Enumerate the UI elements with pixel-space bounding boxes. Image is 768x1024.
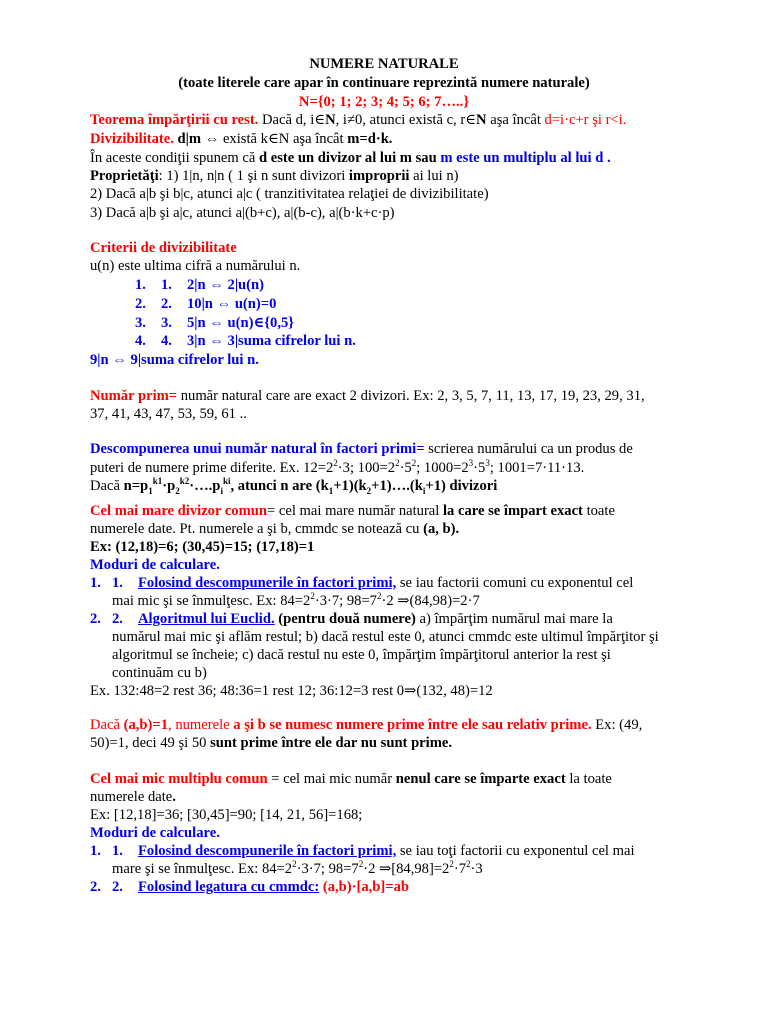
theorem-formula: d=i·c+r şi r<i. bbox=[544, 112, 627, 128]
text: Dacă bbox=[90, 717, 124, 733]
text: 2|u(n) bbox=[223, 277, 264, 293]
criteria-item bbox=[135, 295, 276, 313]
def: d|m bbox=[173, 131, 205, 147]
text: În aceste condiţii spunem că bbox=[90, 150, 259, 166]
text: numerele date. Pt. numerele a şi b, cmmdc se notează cu bbox=[90, 521, 424, 537]
text: u(n)=0 bbox=[231, 296, 277, 312]
text: : 1) 1|n, n|n ( 1 şi n sunt divizori bbox=[158, 168, 349, 184]
iff-symbol: ⇔ bbox=[112, 352, 127, 368]
num: 3. bbox=[135, 315, 146, 331]
text: +1)(k bbox=[333, 478, 367, 494]
properties-line-1 bbox=[90, 167, 459, 185]
idx: 2 bbox=[366, 485, 372, 496]
exp: 2 bbox=[333, 458, 338, 468]
text: aşa încât bbox=[486, 112, 545, 128]
sym: ∈ bbox=[253, 315, 265, 331]
text: numerele date bbox=[90, 789, 173, 805]
text: ; 1000=2 bbox=[416, 460, 469, 476]
text: Algoritmul lui Euclid. bbox=[138, 611, 275, 627]
theorem-text: Dacă d, i bbox=[258, 112, 315, 128]
text: ·3·7; 98=7 bbox=[314, 593, 377, 609]
text: +1) divizori bbox=[425, 478, 498, 494]
text: (132, 48)=12 bbox=[416, 683, 493, 699]
idx: 1 bbox=[148, 485, 153, 496]
text: sunt prime între ele dar nu sunt prime. bbox=[210, 735, 452, 751]
iff-symbol: ⇔ bbox=[204, 131, 220, 147]
properties-line-2: 2) Dacă a|b şi b|c, atunci a|c ( tranzitivitatea relaţiei de divizibilitate) bbox=[90, 186, 489, 202]
text: se iau toţi factorii cu exponentul cel mai bbox=[396, 843, 635, 859]
text: Folosind descompunerile în factori primi, bbox=[138, 575, 397, 591]
text: 3|suma cifrelor lui n. bbox=[223, 333, 356, 349]
idx: i bbox=[422, 485, 426, 496]
num: 2. bbox=[135, 296, 146, 312]
iff-symbol: ⇔ bbox=[209, 277, 224, 293]
properties-line-3: 3) Dacă a|b şi a|c, atunci a|(b+c), a|(b-c), a|(b·k+c·p) bbox=[90, 205, 395, 221]
text: ·3 bbox=[470, 861, 483, 877]
exp: 2 bbox=[411, 458, 417, 468]
def: există k bbox=[219, 131, 268, 147]
gcd-line-2 bbox=[90, 520, 459, 538]
criteria-heading: Criterii de divizibilitate bbox=[90, 240, 237, 256]
divisibility-heading: Divizibilitate. bbox=[90, 131, 174, 147]
text: ; 1001=7·11·13. bbox=[489, 460, 585, 476]
lcm-method-2: 2. 2. Folosind legatura cu cmmdc: (a,b)·[a,b]=ab bbox=[90, 879, 410, 895]
properties-heading: Proprietăţi bbox=[90, 168, 159, 184]
prime-line-2: 37, 41, 43, 47, 53, 59, 61 .. bbox=[90, 406, 247, 422]
text: Folosind descompunerile în factori primi, bbox=[138, 843, 397, 859]
iff-symbol: ⇔ bbox=[216, 296, 232, 312]
idx: i bbox=[220, 485, 223, 496]
lcm-method-1: 1. 1. Folosind descompunerile în factori primi, se iau toţi factorii cu exponentul cel mai bbox=[90, 843, 635, 859]
exp: 3 bbox=[485, 458, 490, 468]
text: {0,5} bbox=[264, 315, 295, 331]
coprime-line-2 bbox=[90, 734, 452, 752]
theorem-heading: Teorema împărţirii cu rest. bbox=[90, 112, 259, 128]
text: ·….p bbox=[189, 478, 221, 494]
text: d este un divizor al lui m sau bbox=[258, 150, 441, 166]
gcd-method-2: 2. 2. Algoritmul lui Euclid. (pentru două numere) a) împărţim numărul mai mare la bbox=[90, 611, 613, 627]
sym: ∈ bbox=[465, 112, 477, 128]
criteria-item bbox=[135, 332, 356, 350]
idx: 2 bbox=[175, 485, 180, 496]
text: [84,98]=2 bbox=[391, 861, 450, 877]
idx: 1 bbox=[328, 485, 334, 496]
text: 9|suma cifrelor lui n. bbox=[126, 352, 259, 368]
text: ·7 bbox=[453, 861, 467, 877]
text: ·2 bbox=[381, 593, 398, 609]
exp: ki bbox=[222, 476, 231, 486]
num: 1. bbox=[135, 277, 146, 293]
gcd-method-1: 1. 1. Folosind descompunerile în factori primi, se iau factorii comuni cu exponentul cel bbox=[90, 575, 634, 591]
exp: 3 bbox=[468, 458, 474, 468]
exp: k1 bbox=[152, 476, 163, 486]
gcd-method-2-line-3: algoritmul se încheie; c) dacă restul nu este 0, împărţim împărţitorul anterior la rest şi bbox=[112, 647, 611, 663]
text: ·5 bbox=[473, 460, 486, 476]
text: ·5 bbox=[399, 460, 412, 476]
text: u(n) bbox=[223, 315, 254, 331]
text: 3|n bbox=[187, 333, 210, 349]
text: improprii bbox=[348, 168, 410, 184]
gcd-method-2-line-2: numărul mai mic şi aflăm restul; b) dacă restul este 0, atunci cmmdc este ultimul împărţitor şi bbox=[112, 629, 659, 645]
natural-set: N={0; 1; 2; 3; 4; 5; 6; 7…..} bbox=[298, 94, 470, 110]
text: se iau factorii comuni cu exponentul cel bbox=[396, 575, 634, 591]
page-title: NUMERE NATURALE bbox=[309, 56, 459, 72]
gcd-method-2-line-4: continuăm cu b) bbox=[112, 665, 207, 681]
text: Ex. 132:48=2 rest 36; 48:36=1 rest 12; 36:12=3 rest 0 bbox=[90, 683, 405, 699]
page-subtitle: (toate literele care apar în continuare reprezintă numere naturale) bbox=[178, 75, 590, 91]
text: ·3; 100=2 bbox=[337, 460, 396, 476]
text: = cel mai mic număr bbox=[267, 771, 396, 787]
text: 2|n bbox=[187, 277, 210, 293]
text: Folosind legatura cu cmmdc: bbox=[138, 879, 320, 895]
text: ·2 bbox=[363, 861, 380, 877]
sym: ∈ bbox=[314, 112, 326, 128]
conditions-line bbox=[90, 149, 611, 167]
text: 50)=1, deci 49 şi 50 bbox=[90, 735, 211, 751]
text: (a, b). bbox=[423, 521, 460, 537]
gcd-method-1-line-2: mai mic şi se înmulţesc. Ex: $84=2^2\cdot 3\cdot 7$; $98=7^2\cdot 2$ ⇒(84,98)=2·7 bbox=[112, 591, 480, 609]
text: la care se împart exact bbox=[442, 503, 583, 519]
divisibility-line bbox=[90, 130, 392, 148]
lcm-heading: Cel mai mic multiplu comun bbox=[90, 771, 268, 787]
set-n: N bbox=[476, 112, 487, 128]
text: , i bbox=[335, 112, 347, 128]
num: 4. bbox=[161, 333, 172, 349]
text: (a,b)=1 bbox=[123, 717, 169, 733]
coprime-line-1 bbox=[90, 716, 642, 734]
text: = cel mai mare număr natural bbox=[267, 503, 443, 519]
sym: ∈ bbox=[267, 131, 279, 147]
implies-symbol: ⇒ bbox=[404, 683, 417, 699]
num: 1. bbox=[161, 277, 172, 293]
text: +1)….(k bbox=[371, 478, 423, 494]
text: puteri de numere prime diferite. Ex. 12=2 bbox=[90, 460, 334, 476]
num: 2. bbox=[161, 296, 172, 312]
criteria-9 bbox=[90, 351, 259, 369]
text: a) împărţim numărul mai mare la bbox=[415, 611, 613, 627]
lcm-examples: Ex: [12,18]=36; [30,45]=90; [14, 21, 56]=168; bbox=[90, 807, 363, 823]
factorization-line-1 bbox=[90, 440, 633, 458]
lcm-line-2 bbox=[90, 788, 176, 806]
gcd-examples: Ex: (12,18)=6; (30,45)=15; (17,18)=1 bbox=[90, 539, 315, 555]
iff-symbol: ⇔ bbox=[209, 315, 224, 331]
criteria-item bbox=[135, 276, 264, 294]
text: ·p bbox=[162, 478, 176, 494]
implies-symbol: ⇒ bbox=[397, 593, 410, 609]
set-n: N bbox=[325, 112, 336, 128]
text: scrierea numărului ca un produs de bbox=[424, 441, 633, 457]
text: toate bbox=[582, 503, 615, 519]
text: număr natural care are exact 2 divizori. Ex: 2, 3, 5, 7, 11, 13, 17, 19, 23, 29, 31, bbox=[177, 388, 645, 404]
factorization-heading: Descompunerea unui număr natural în factori primi= bbox=[90, 441, 425, 457]
text: Ex: (49, bbox=[591, 717, 643, 733]
exp: k2 bbox=[179, 476, 190, 486]
text: (84,98)=2·7 bbox=[409, 593, 480, 609]
text: mai mic şi se înmulţesc. Ex: 84=2 bbox=[112, 593, 311, 609]
prime-heading: Număr prim= bbox=[90, 388, 178, 404]
lcm-method-1-line-2: mare şi se înmulţesc. Ex: $84=2^2\cdot 3\cdot 7$; $98=7^2\cdot 2$ $\Rightarrow[84,98]=2^2\cdot 7^2\cdot 3$ bbox=[112, 859, 483, 877]
theorem-line bbox=[90, 111, 626, 129]
text: mare şi se înmulţesc. Ex: 84=2 bbox=[112, 861, 293, 877]
gcd-methods-heading: Moduri de calculare. bbox=[90, 557, 220, 573]
text: Dacă bbox=[90, 478, 124, 494]
text: ai lui n) bbox=[409, 168, 459, 184]
factorization-line-2 bbox=[90, 459, 584, 477]
text: 5|n bbox=[187, 315, 210, 331]
text: n=p bbox=[123, 478, 149, 494]
criteria-item bbox=[135, 314, 294, 332]
text: , atunci n are (k bbox=[230, 478, 329, 494]
text: nenul care se împarte exact bbox=[395, 771, 566, 787]
text: 9|n bbox=[90, 352, 113, 368]
factorization-line-3 bbox=[90, 477, 497, 500]
text: ≠0, atunci există c, r bbox=[346, 112, 466, 128]
gcd-heading: Cel mai mare divizor comun bbox=[90, 503, 267, 519]
text: . bbox=[172, 789, 176, 805]
lcm-line-1 bbox=[90, 770, 612, 788]
exp: 2 bbox=[395, 458, 400, 468]
criteria-intro: u(n) este ultima cifră a numărului n. bbox=[90, 258, 301, 274]
implies-symbol: ⇒ bbox=[379, 861, 392, 877]
text: 10|n bbox=[187, 296, 217, 312]
num: 3. bbox=[161, 315, 172, 331]
text: , numerele bbox=[168, 717, 234, 733]
def: m=d·k. bbox=[347, 131, 393, 147]
euclid-example bbox=[90, 682, 493, 700]
text: ·3·7; 98=7 bbox=[296, 861, 359, 877]
text: a şi b se numesc numere prime între ele sau relativ prime. bbox=[233, 717, 592, 733]
iff-symbol: ⇔ bbox=[209, 333, 224, 349]
text: (a,b)·[a,b]=ab bbox=[319, 879, 410, 895]
text: (pentru două numere) bbox=[274, 611, 416, 627]
num: 4. bbox=[135, 333, 146, 349]
def: N aşa încât bbox=[278, 131, 348, 147]
prime-line-1 bbox=[90, 387, 645, 405]
gcd-line-1 bbox=[90, 502, 615, 520]
text: la toate bbox=[565, 771, 612, 787]
text: m este un multiplu al lui d . bbox=[440, 150, 611, 166]
lcm-methods-heading: Moduri de calculare. bbox=[90, 825, 220, 841]
